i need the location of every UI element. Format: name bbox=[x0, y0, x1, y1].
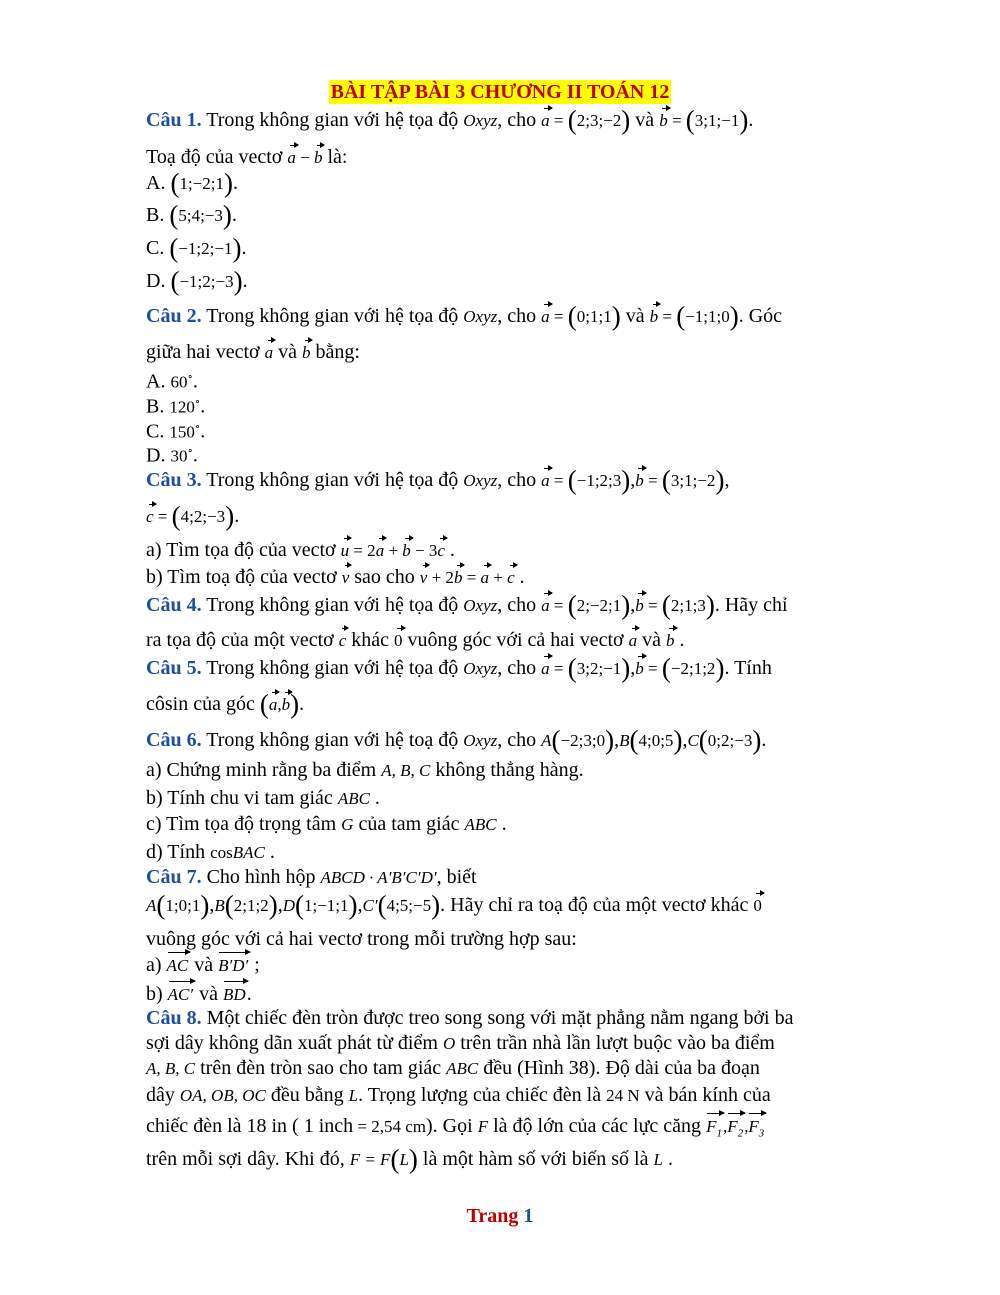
page-footer bbox=[0, 1204, 1000, 1228]
q1-option-c: C. (−1;2;−1). bbox=[146, 233, 247, 263]
q6-part-a: a) Chứng minh rằng ba điểm A, B, C không thẳng hàng. bbox=[146, 759, 584, 781]
q8-line-6: trên mỗi sợi dây. Khi đó, F = F(L) là một hàm số với biến số là L . bbox=[146, 1144, 673, 1174]
q2-line-1: Câu 2. Trong không gian với hệ tọa độ Oxyz, cho a = (0;1;1) và b = (−1;1;0). Góc bbox=[146, 301, 783, 331]
q8-label: Câu 8. bbox=[146, 1007, 202, 1029]
q2-label: Câu 2. bbox=[146, 305, 202, 327]
page-number: 1 bbox=[523, 1205, 534, 1227]
q7-case-a: a) AC và B′D′ ; bbox=[146, 954, 260, 976]
q3-label: Câu 3. bbox=[146, 469, 202, 491]
q8-line-3: A, B, C trên đèn tròn sao cho tam giác ABC đều (Hình 38). Độ dài của ba đoạn bbox=[146, 1057, 760, 1079]
q7-label: Câu 7. bbox=[146, 866, 202, 888]
q4-line-2: ra tọa độ của một vectơ c khác 0 vuông góc với cả hai vectơ a và b . bbox=[146, 629, 685, 651]
q8-line-4: dây OA, OB, OC đều bằng L. Trọng lượng của chiếc đèn là 24 N và bán kính của bbox=[146, 1084, 771, 1106]
q3-line-1: Câu 3. Trong không gian với hệ tọa độ Oxyz, cho a = (−1;2;3),b = (3;1;−2), bbox=[146, 465, 730, 495]
q1-option-b: B. (5;4;−3). bbox=[146, 200, 237, 230]
q1-line-1: Câu 1. Trong không gian với hệ tọa độ Oxyz, cho a = (2;3;−2) và b = (3;1;−1). bbox=[146, 105, 754, 135]
q5-line-1: Câu 5. Trong không gian với hệ tọa độ Oxyz, cho a = (3;2;−1),b = (−2;1;2). Tính bbox=[146, 653, 772, 683]
q8-line-5: chiếc đèn là 18 in ( 1 inch = 2,54 cm). Gọi F là độ lớn của các lực căng $F_1,F_2,F_3$ bbox=[146, 1114, 765, 1145]
q6-part-b: b) Tính chu vi tam giác ABC . bbox=[146, 787, 380, 809]
q6-label: Câu 6. bbox=[146, 729, 202, 751]
q2-option-b: B. 120∘. bbox=[146, 395, 206, 418]
q3-line-2: c = (4;2;−3). bbox=[146, 501, 240, 531]
q7-line-1: Câu 7. Cho hình hộp ABCD · A′B′C′D′, biết bbox=[146, 866, 477, 888]
q7-case-b: b) AC′ và BD. bbox=[146, 983, 252, 1005]
q7-line-2: A(1;0;1),B(2;1;2),D(1;−1;1),C′(4;5;−5). Hãy chỉ ra toạ độ của một vectơ khác 0 bbox=[146, 890, 762, 920]
q8-line-2: sợi dây không dãn xuất phát từ điểm O trên trần nhà lần lượt buộc vào ba điểm bbox=[146, 1032, 775, 1054]
q4-label: Câu 4. bbox=[146, 594, 202, 616]
q1-line-2: Toạ độ của vectơ a − b là: bbox=[146, 146, 348, 168]
document-title: BÀI TẬP BÀI 3 CHƯƠNG II TOÁN 12 bbox=[330, 81, 670, 103]
q7-line-3: vuông góc với cả hai vectơ trong mỗi trường hợp sau: bbox=[146, 928, 577, 950]
q2-line-2: giữa hai vectơ a và b bằng: bbox=[146, 341, 360, 363]
q8-line-1: Câu 8. Một chiếc đèn tròn được treo song song với mặt phẳng nằm ngang bởi ba bbox=[146, 1007, 794, 1029]
q3-part-a: a) Tìm tọa độ của vectơ u = 2a + b − 3c . bbox=[146, 539, 455, 561]
q1-option-d: D. (−1;2;−3). bbox=[146, 266, 248, 296]
q1-label: Câu 1. bbox=[146, 109, 202, 131]
title-block bbox=[0, 80, 1000, 104]
q5-label: Câu 5. bbox=[146, 657, 202, 679]
q2-option-d: D. 30∘. bbox=[146, 444, 198, 467]
q2-option-a: A. 60∘. bbox=[146, 370, 198, 393]
q5-line-2: côsin của góc (a,b). bbox=[146, 689, 305, 719]
q6-part-d: d) Tính cosBAC . bbox=[146, 841, 275, 863]
q6-part-c: c) Tìm tọa độ trọng tâm G của tam giác ABC . bbox=[146, 813, 507, 835]
q4-line-1: Câu 4. Trong không gian với hệ tọa độ Oxyz, cho a = (2;−2;1),b = (2;1;3). Hãy chỉ bbox=[146, 590, 788, 620]
q2-option-c: C. 150∘. bbox=[146, 420, 206, 443]
footer-label: Trang bbox=[466, 1205, 519, 1227]
q1-option-a: A. (1;−2;1). bbox=[146, 168, 238, 198]
q3-part-b: b) Tìm toạ độ của vectơ v sao cho v + 2b = a + c . bbox=[146, 566, 525, 588]
q6-line-1: Câu 6. Trong không gian với hệ toạ độ Oxyz, cho A(−2;3;0),B(4;0;5),C(0;2;−3). bbox=[146, 725, 767, 755]
